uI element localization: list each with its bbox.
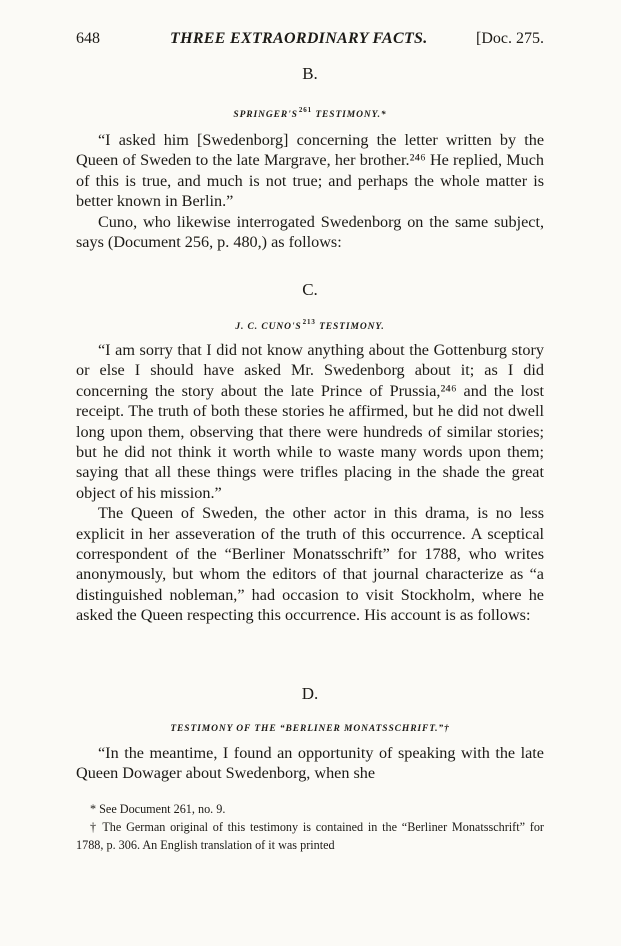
section-d-letter: D. — [301, 684, 319, 703]
section-c-letter: C. — [302, 280, 318, 299]
section-c-heading-block — [76, 318, 544, 332]
cuno-intro-paragraph: Cuno, who likewise interrogated Swedenborg on the same subject, says (Document 256, p. 480,) as follows: — [76, 212, 544, 252]
section-b-heading-ref: 261 — [298, 106, 313, 114]
queen-paragraph: The Queen of Sweden, the other actor in this drama, is no less explicit in her asseveration of the truth of this occurrence. A sceptical correspondent of the “Berliner Monatsschrift” for 1788, who writes anonymously, but whom the editors of that journal characterize as “a distinguished nobleman,” had occasion to visit Stockholm, where he asked the Queen respecting this occurrence. His account is as follows: — [76, 504, 544, 625]
page-number: 648 — [76, 30, 100, 47]
section-c-heading-tail: TESTIMONY. — [319, 322, 385, 332]
springer-quote: “I asked him [Swedenborg] concerning the letter written by the Queen of Sweden to the late Margrave, her brother.²⁴⁶ He replied, Much of this is true, and much is not true; and perhaps the whole matter is better known in Berlin.” — [76, 131, 544, 211]
section-b-letter-block — [76, 64, 544, 84]
footnote-dagger: † The German original of this testimony is contained in the “Berliner Monatsschrift” for 1788, p. 306. An English translation of it was printed — [76, 820, 544, 852]
section-d-body — [76, 743, 544, 784]
section-d-heading-block — [76, 724, 544, 734]
section-c-heading-ref: 213 — [302, 318, 316, 326]
document-reference: [Doc. 275. — [476, 30, 544, 47]
footnotes — [76, 800, 544, 854]
section-b-heading-name: SPRINGER'S — [233, 110, 298, 120]
section-c-letter-block — [76, 280, 544, 300]
section-c-body — [76, 340, 544, 626]
section-b-heading-block — [76, 106, 544, 120]
section-b-heading — [76, 106, 544, 120]
section-d-heading: TESTIMONY OF THE “BERLINER MONATSSCHRIFT.”† — [170, 724, 450, 734]
section-b-body — [76, 130, 544, 252]
running-title: THREE EXTRAORDINARY FACTS. — [170, 30, 428, 47]
berliner-quote: “In the meantime, I found an opportunity of speaking with the late Queen Dowager about Swedenborg, when she — [76, 744, 544, 783]
section-b-heading-tail: TESTIMONY.* — [315, 110, 387, 120]
cuno-quote: “I am sorry that I did not know anything about the Gottenburg story or else I should have asked Mr. Swedenborg about it; as I did concerning the story about the late Prince of Prussia,²⁴⁶ and the lost receipt. The truth of both these stories he affirmed, but he did not dwell long upon them, observing that there were hundreds of similar stories; but he did not think it worth while to waste many words upon them; saying that all these things were trifles placing in the shade the great object of his mission.” — [76, 341, 544, 502]
section-d-letter-block — [76, 684, 544, 704]
section-b-letter: B. — [302, 64, 318, 83]
running-header — [76, 30, 544, 50]
section-c-heading — [76, 318, 544, 332]
footnote-star: * See Document 261, no. 9. — [90, 802, 226, 816]
section-c-heading-name: J. C. CUNO'S — [235, 322, 302, 332]
